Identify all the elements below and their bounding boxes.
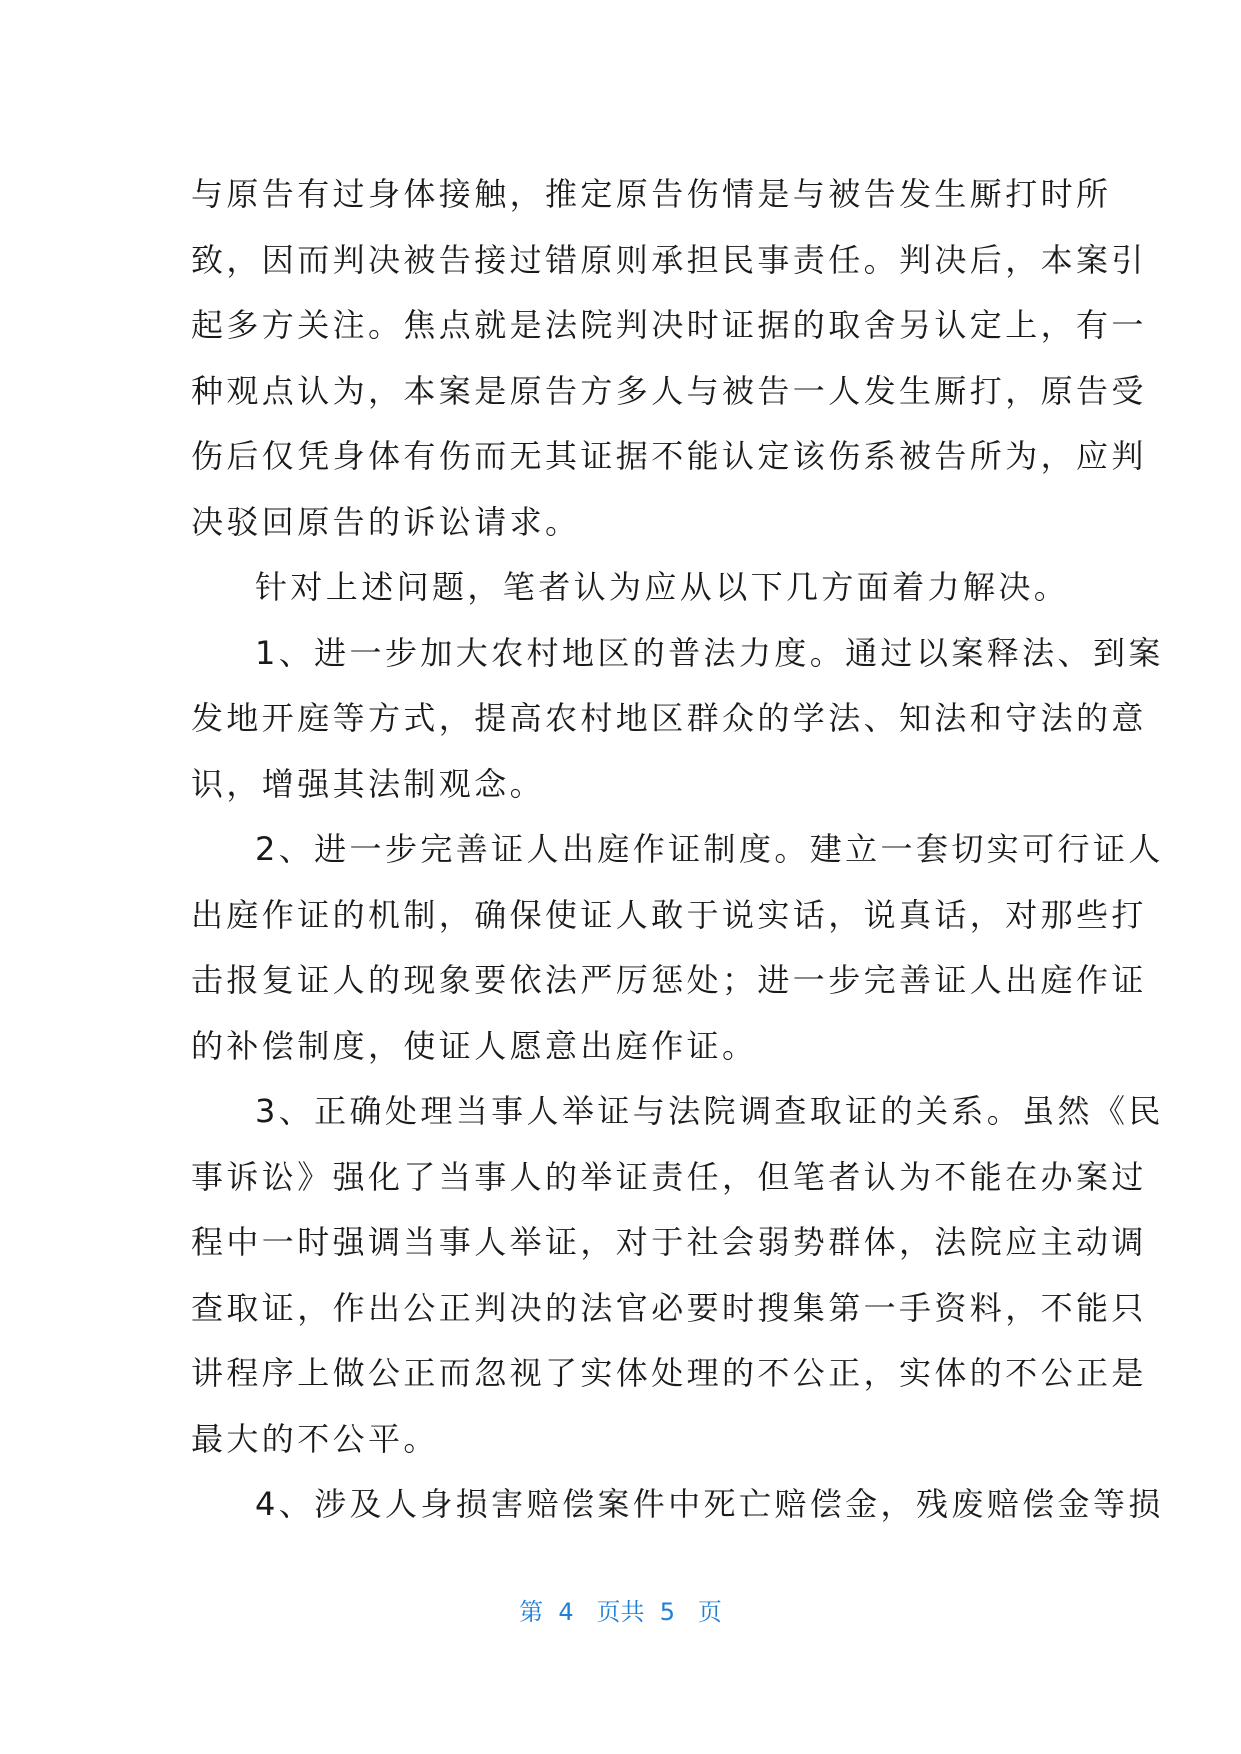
text-line: 2、进一步完善证人出庭作证制度。建立一套切实可行证人 bbox=[255, 830, 1164, 868]
text-line: 针对上述问题，笔者认为应从以下几方面着力解决。 bbox=[255, 568, 1070, 606]
text-line: 与原告有过身体接触，推定原告伤情是与被告发生厮打时所 bbox=[191, 175, 1112, 213]
text-line: 查取证，作出公正判决的法官必要时搜集第一手资料，不能只 bbox=[191, 1288, 1147, 1327]
text-line: 3、正确处理当事人举证与法院调查取证的关系。虽然《民 bbox=[255, 1092, 1164, 1130]
text-line: 事诉讼》强化了当事人的举证责任，但笔者认为不能在办案过 bbox=[191, 1157, 1147, 1196]
text-line: 程中一时强调当事人举证，对于社会弱势群体，法院应主动调 bbox=[191, 1223, 1147, 1261]
text-line: 种观点认为，本案是原告方多人与被告一人发生厮打，原告受 bbox=[191, 371, 1147, 410]
text-line: 最大的不公平。 bbox=[191, 1419, 439, 1458]
text-line: 起多方关注。焦点就是法院判决时证据的取舍另认定上，有一 bbox=[191, 306, 1147, 344]
text-line: 决驳回原告的诉讼请求。 bbox=[191, 502, 581, 541]
text-line: 发地开庭等方式，提高农村地区群众的学法、知法和守法的意 bbox=[191, 699, 1147, 737]
text-line: 出庭作证的机制，确保使证人敢于说实话，说真话，对那些打 bbox=[191, 895, 1147, 934]
text-line: 4、涉及人身损害赔偿案件中死亡赔偿金，残废赔偿金等损 bbox=[255, 1485, 1164, 1523]
text-line: 击报复证人的现象要依法严厉惩处；进一步完善证人出庭作证 bbox=[191, 961, 1147, 999]
body-text bbox=[191, 162, 1164, 1538]
text-line: 的补偿制度，使证人愿意出庭作证。 bbox=[191, 1026, 758, 1065]
text-line: 1、进一步加大农村地区的普法力度。通过以案释法、到案 bbox=[255, 633, 1164, 672]
text-line: 伤后仅凭身体有伤而无其证据不能认定该伤系被告所为，应判 bbox=[191, 437, 1147, 475]
text-line: 讲程序上做公正而忽视了实体处理的不公正，实体的不公正是 bbox=[191, 1354, 1147, 1392]
text-line: 识，增强其法制观念。 bbox=[191, 764, 546, 803]
text-line: 致，因而判决被告接过错原则承担民事责任。判决后，本案引 bbox=[191, 240, 1147, 279]
page-footer: 第 4 页共 5 页 bbox=[519, 1598, 722, 1626]
